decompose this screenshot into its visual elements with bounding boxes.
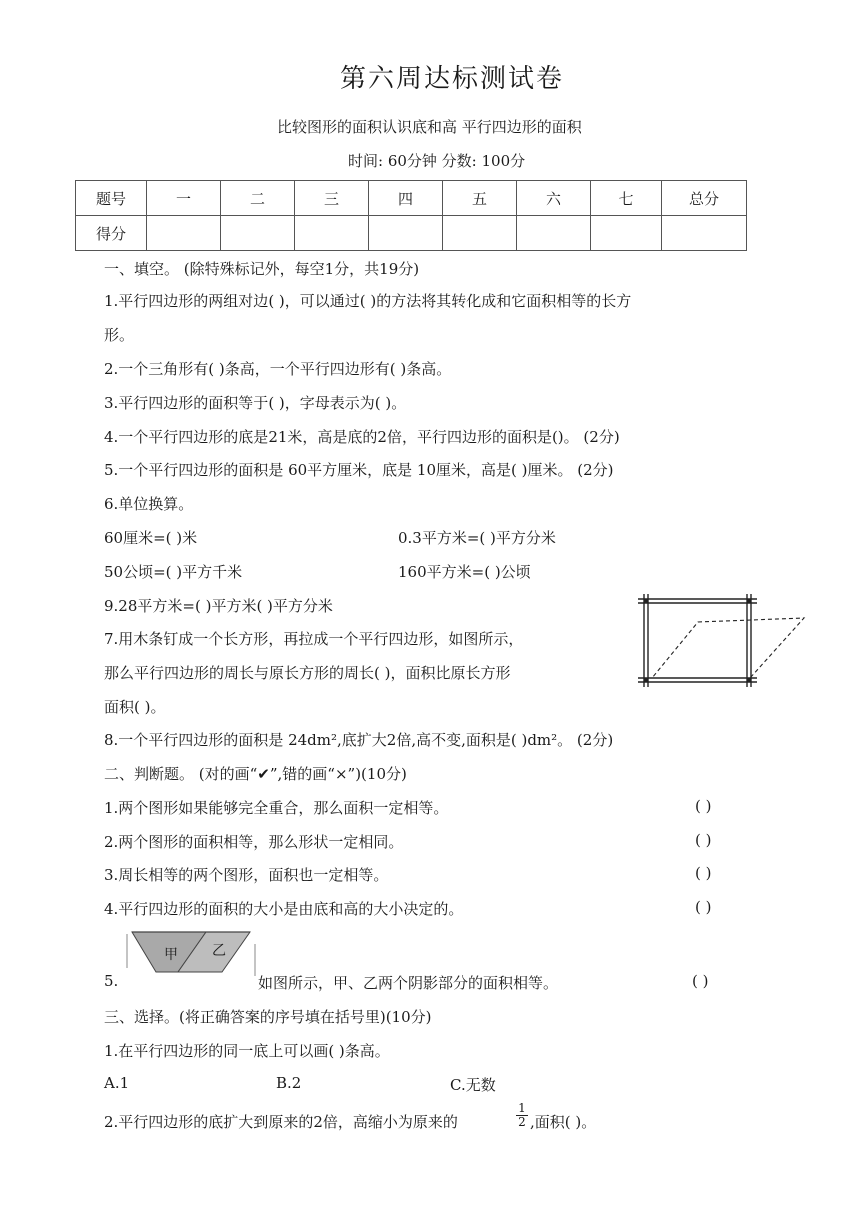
section-heading: 一、填空。 (除特殊标记外，每空1分，共19分) [104, 260, 420, 278]
table-row [76, 216, 747, 251]
question-text: 1.在平行四边形的同一底上可以画( )条高。 [104, 1042, 390, 1060]
question-number: 5. [104, 972, 119, 990]
question-text: 5.一个平行四边形的面积是 60平方厘米，底是 10厘米，高是( )厘米。 (2分) [104, 461, 614, 479]
answer-parentheses[interactable]: ( ) [695, 831, 712, 849]
exam-meta: 时间: 60分钟 分数: 100分 [348, 152, 526, 170]
frame-parallelogram-figure [632, 592, 807, 688]
question-text: 如图所示，甲、乙两个阴影部分的面积相等。 [258, 974, 559, 992]
question-text: 4.一个平行四边形的底是21米，高是底的2倍，平行四边形的面积是()。 (2分) [104, 428, 620, 446]
conversion-item: 9.28平方米=( )平方米( )平方分米 [104, 597, 333, 615]
table-cell: 总分 [662, 181, 747, 216]
shaded-triangles-figure [124, 928, 258, 976]
score-input-cell[interactable] [147, 216, 221, 251]
conversion-item: 50公顷=( )平方千米 [104, 563, 243, 581]
question-text: 1.平行四边形的两组对边( )，可以通过( )的方法将其转化成和它面积相等的长方 [104, 292, 632, 310]
page-title: 第六周达标测试卷 [340, 64, 565, 94]
score-input-cell[interactable] [369, 216, 443, 251]
question-text: 3.平行四边形的面积等于( )，字母表示为( )。 [104, 394, 407, 412]
score-input-cell[interactable] [443, 216, 517, 251]
score-input-cell[interactable] [295, 216, 369, 251]
question-text: 2.一个三角形有( )条高，一个平行四边形有( )条高。 [104, 360, 452, 378]
page-subtitle: 比较图形的面积认识底和高 平行四边形的面积 [277, 118, 582, 136]
fraction-numerator: 1 [518, 1101, 526, 1115]
question-text: 那么平行四边形的周长与原长方形的周长( )，面积比原长方形 [104, 664, 511, 682]
score-table [75, 180, 747, 251]
score-input-cell[interactable] [517, 216, 591, 251]
answer-parentheses[interactable]: ( ) [692, 972, 709, 990]
table-cell: 六 [517, 181, 591, 216]
question-text: 1.两个图形如果能够完全重合，那么面积一定相等。 [104, 799, 449, 817]
question-text: 8.一个平行四边形的面积是 24dm²,底扩大2倍,高不变,面积是( )dm²。 (2分) [104, 731, 614, 749]
question-text: ,面积( )。 [530, 1113, 597, 1131]
table-cell: 三 [295, 181, 369, 216]
question-text: 2.平行四边形的底扩大到原来的2倍，高缩小为原来的 [104, 1113, 458, 1131]
answer-parentheses[interactable]: ( ) [695, 864, 712, 882]
figure-label-jia: 甲 [164, 947, 178, 963]
option-b[interactable]: B.2 [276, 1074, 302, 1092]
answer-parentheses[interactable]: ( ) [695, 797, 712, 815]
conversion-item: 0.3平方米=( )平方分米 [398, 529, 556, 547]
answer-parentheses[interactable]: ( ) [695, 898, 712, 916]
table-cell: 四 [369, 181, 443, 216]
question-text: 面积( )。 [104, 698, 166, 716]
score-input-cell[interactable] [221, 216, 295, 251]
table-cell: 七 [591, 181, 662, 216]
question-text: 4.平行四边形的面积的大小是由底和高的大小决定的。 [104, 900, 464, 918]
section-heading: 三、选择。(将正确答案的序号填在括号里)(10分) [104, 1008, 432, 1026]
question-text: 3.周长相等的两个图形，面积也一定相等。 [104, 866, 389, 884]
question-text: 6.单位换算。 [104, 495, 194, 513]
question-text: 2.两个图形的面积相等，那么形状一定相同。 [104, 833, 404, 851]
table-cell: 题号 [76, 181, 147, 216]
table-cell: 二 [221, 181, 295, 216]
score-input-cell[interactable] [591, 216, 662, 251]
conversion-item: 60厘米=( )米 [104, 529, 198, 547]
option-c[interactable]: C.无数 [450, 1076, 496, 1094]
question-text: 形。 [104, 326, 135, 344]
option-a[interactable]: A.1 [104, 1074, 130, 1092]
figure-label-yi: 乙 [212, 943, 226, 959]
fraction [516, 1102, 528, 1129]
table-row [76, 181, 747, 216]
score-input-cell[interactable] [662, 216, 747, 251]
table-cell: 一 [147, 181, 221, 216]
conversion-item: 160平方米=( )公顷 [398, 563, 531, 581]
fraction-denominator: 2 [516, 1115, 528, 1129]
question-text: 7.用木条钉成一个长方形，再拉成一个平行四边形，如图所示， [104, 630, 524, 648]
table-cell: 五 [443, 181, 517, 216]
table-cell: 得分 [76, 216, 147, 251]
section-heading: 二、判断题。 (对的画“✔”,错的画“×”)(10分) [104, 765, 407, 783]
